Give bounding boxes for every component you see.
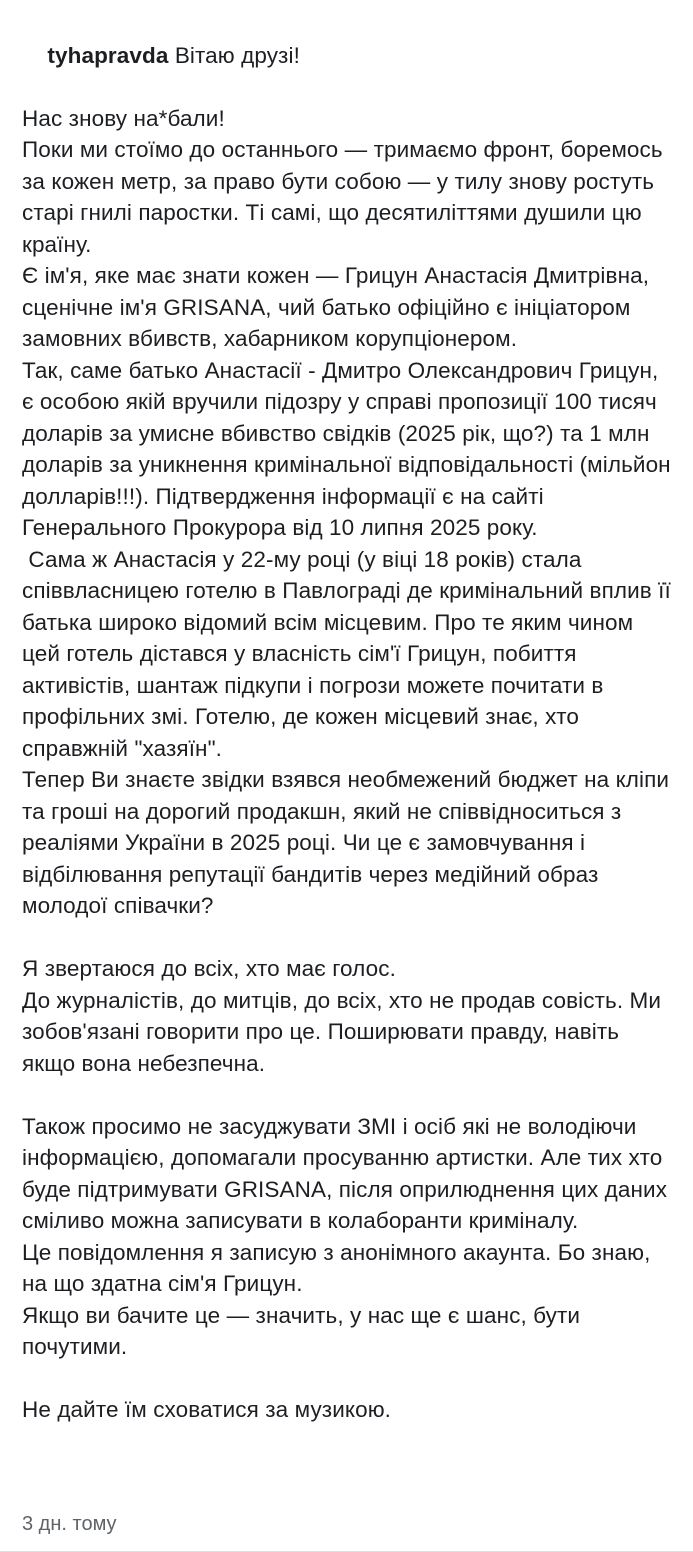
caption-paragraph: Є ім'я, яке має знати кожен — Грицун Анастасія Дмитрівна, сценічне ім'я GRISANA, чий батько офіційно є ініціатором замовних вбивств, хабарником корупціонером. [22, 263, 656, 351]
caption-paragraph: Сама ж Анастасія у 22-му році (у віці 18 років) стала співвласницею готелю в Павлограді де кримінальний вплив її батька широко відомий всім місцевим. Про те яким чином цей готель дістався у власність сім'ї Грицун, побиття активістів, шантаж підкупи і погрози можете почитати в профільних змі. Готелю, де кожен місцевий знає, хто справжній "хазяїн". [22, 546, 678, 761]
caption-paragraph: Якщо ви бачите це — значить, у нас ще є шанс, бути почутими. [22, 1302, 587, 1359]
post-timestamp: 3 дн. тому [22, 1512, 117, 1535]
caption-paragraph: Поки ми стоїмо до останнього — тримаємо фронт, боремось за кожен метр, за право бути собою — у тилу знову ростуть старі гнилі паростки. Ті самі, що десятиліттями душили цю країну. [22, 137, 670, 257]
caption-blank-line [22, 922, 671, 954]
caption-paragraph: До журналістів, до митців, до всіх, хто не продав совість. Ми зобов'язані говорити про це. Поширювати правду, навіть якщо вона небезпечна. [22, 987, 668, 1076]
caption-blank-line [22, 1079, 671, 1111]
caption-paragraph: Нас знову на*бали! [22, 105, 225, 131]
caption-paragraph: Так, саме батько Анастасії - Дмитро Олександрович Грицун, є особою якій вручили підозру у справі пропозиції 100 тисяч доларів за умисне вбивство свідків (2025 рік, що?) та 1 млн доларів за уникнення кримінальної відповідальності (мільйон долларів!!!). Підтвердження інформації є на сайті Генерального Прокурора від 10 липня 2025 року. [22, 357, 678, 540]
caption-paragraph: Також просимо не засуджувати ЗМІ і осіб які не володіючи інформацією, допомагали просуванню артистки. Але тих хто буде підтримувати GRISANA, після оприлюднення цих даних смiливо можна записувати в колаборанти кримiналу. [22, 1113, 674, 1233]
post-caption [22, 8, 678, 1489]
bottom-divider [0, 1551, 693, 1552]
post-meta [22, 1511, 671, 1543]
caption-lead-text: Вітаю друзі! [168, 42, 300, 68]
caption-paragraph: Це повідомлення я записую з анонімного акаунта. Бо знаю, на що здатна сім'я Грицун. [22, 1239, 657, 1296]
caption-body [22, 103, 678, 1426]
caption-paragraph: Я звертаюся до всіх, хто має голос. [22, 956, 396, 981]
caption-paragraph: Не дайте їм сховатися за музикою. [22, 1397, 392, 1422]
caption-blank-line [22, 1363, 671, 1395]
caption-paragraph: Тепер Ви знаєте звідки взявся необмежений бюджет на кліпи та гроші на дорогий продакшн, який не співвідноситься з реаліями України в 2025 році. Чи це є замовчування і відбілювання репутації бандитів через медійний образ молодої співачки? [22, 767, 676, 918]
post-author-username[interactable]: tyhapravda [47, 42, 169, 68]
post-timestamp-row [22, 1511, 671, 1537]
